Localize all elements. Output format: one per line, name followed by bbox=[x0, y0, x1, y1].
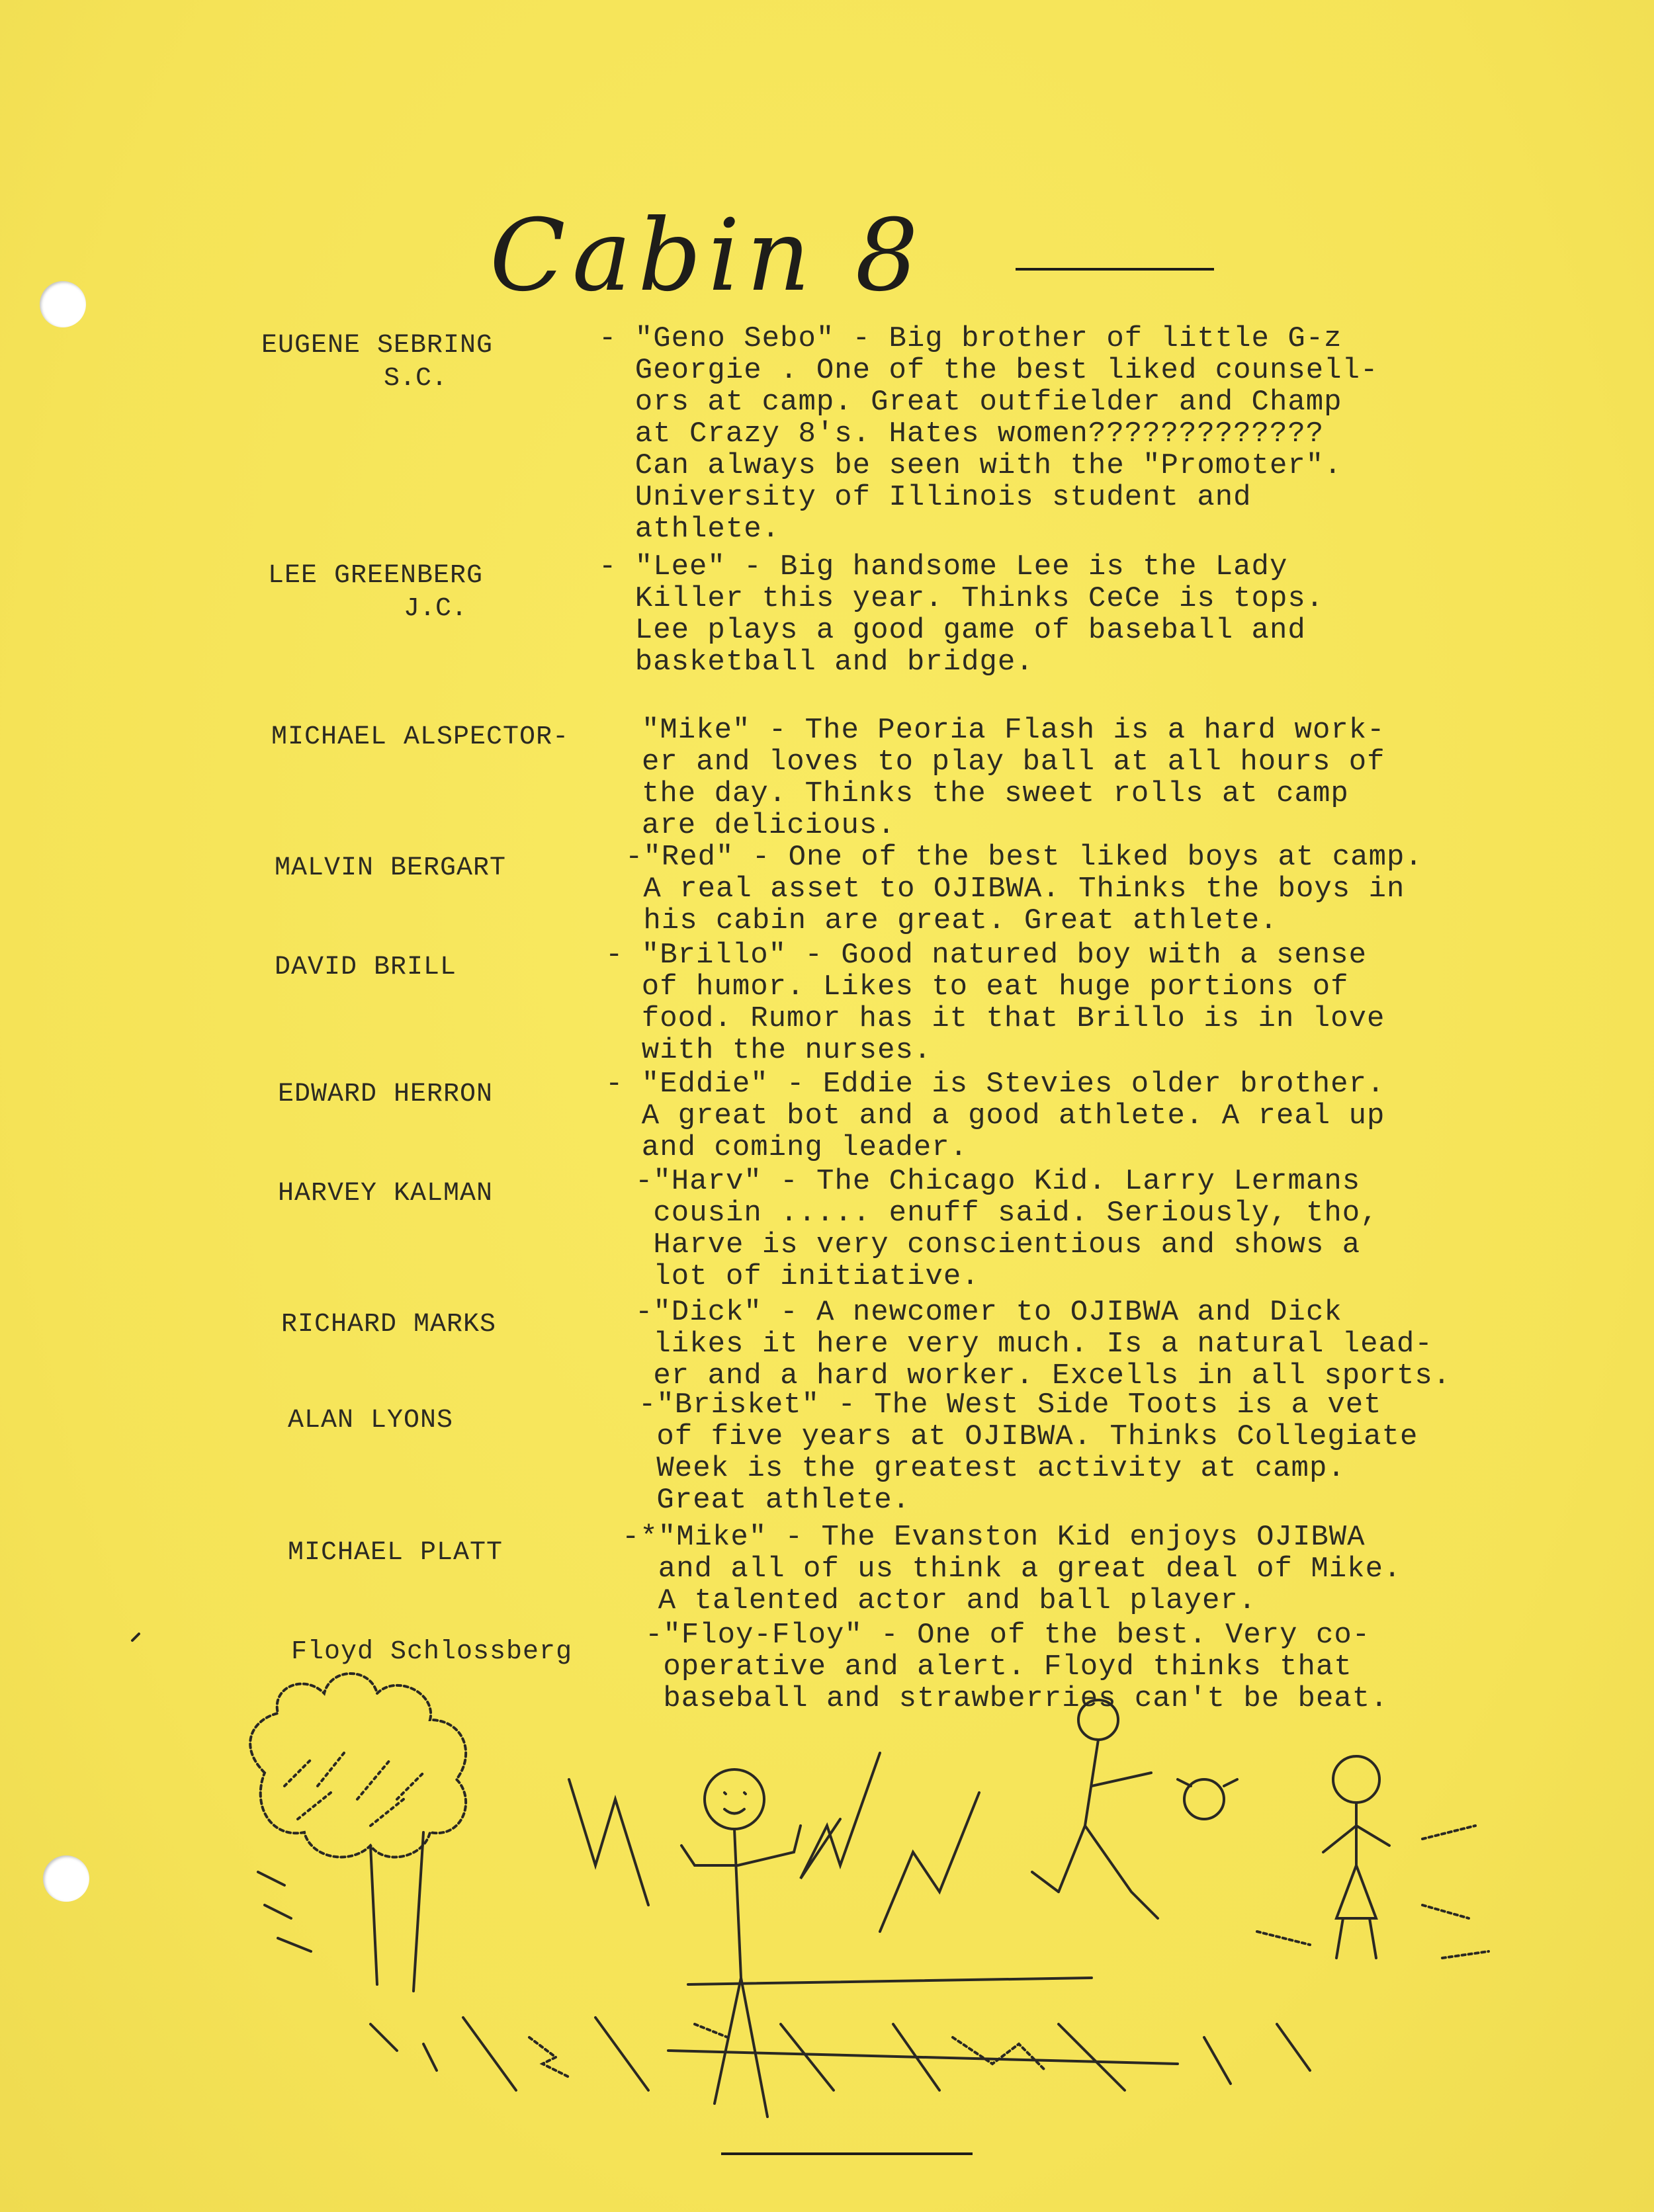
entry-name: EDWARD HERRON bbox=[278, 1080, 494, 1109]
entry-description: - "Lee" - Big handsome Lee is the Lady Killer this year. Thinks CeCe is tops. Lee plays a good game of baseball and basketball and bridge. bbox=[599, 550, 1325, 679]
entry-name: ALAN LYONS bbox=[288, 1406, 454, 1435]
entry-name: MALVIN BERGART bbox=[275, 853, 507, 883]
entry-name: EUGENE SEBRING bbox=[261, 331, 494, 361]
tree-drawing bbox=[250, 1674, 466, 1991]
ink-speck bbox=[132, 1634, 139, 1640]
entry-description: -"Red" - One of the best liked boys at camp. A real asset to OJIBWA. Thinks the boys in his cabin are great. Great athlete. bbox=[625, 841, 1423, 937]
entry-name: MICHAEL ALSPECTOR- bbox=[271, 722, 570, 752]
entry-role: S.C. bbox=[384, 364, 448, 394]
entry-description: -"Dick" - A newcomer to OJIBWA and Dick likes it here very much. Is a natural lead- er and a hard worker. Excells in all sports. bbox=[635, 1296, 1452, 1392]
zigzag-mark-left bbox=[569, 1779, 648, 1905]
entry-description: -*"Mike" - The Evanston Kid enjoys OJIBWA and all of us think a great deal of Mike. A talented actor and ball player. bbox=[622, 1521, 1402, 1617]
entry-description: - "Geno Sebo" - Big brother of little G-z Georgie . One of the best liked counsell- ors at camp. Great outfielder and Champ at Crazy 8's. Hates women????????????? Can always be seen with the "Promoter". University of Illinois student and athlete. bbox=[599, 322, 1379, 546]
entry-name: HARVEY KALMAN bbox=[278, 1179, 494, 1209]
entry-name: LEE GREENBERG bbox=[268, 561, 484, 591]
entry-description: - "Eddie" - Eddie is Stevies older brother. A great bot and a good athlete. A real up and coming leader. bbox=[605, 1068, 1385, 1164]
entry-description: -"Harv" - The Chicago Kid. Larry Lermans cousin ..... enuff said. Seriously, tho, Harve is very conscientious and shows a lot of initiative. bbox=[635, 1165, 1379, 1293]
entry-description: -"Brisket" - The West Side Toots is a vet of five years at OJIBWA. Thinks Collegiate Week is the greatest activity at camp. Great athlete. bbox=[638, 1388, 1418, 1517]
zigzag-mark-right bbox=[880, 1793, 979, 1932]
scribble-marks bbox=[529, 1826, 1489, 2077]
page-title: Cabin 8 bbox=[490, 198, 925, 314]
stick-figure-boy bbox=[681, 1769, 801, 2117]
stick-figure-girl bbox=[1323, 1756, 1389, 1958]
entry-role: J.C. bbox=[404, 594, 468, 624]
entry-name: DAVID BRILL bbox=[275, 953, 457, 982]
entry-name: RICHARD MARKS bbox=[281, 1310, 497, 1340]
stick-figure-player bbox=[1032, 1700, 1237, 1918]
entry-name: Floyd Schlossberg bbox=[291, 1637, 573, 1667]
zigzag-mark-center bbox=[801, 1753, 880, 1879]
bottom-rule bbox=[721, 2152, 973, 2155]
entry-name: MICHAEL PLATT bbox=[288, 1538, 503, 1568]
entry-description: - "Brillo" - Good natured boy with a sense of humor. Likes to eat huge portions of food. Rumor has it that Brillo is in love with the nurses. bbox=[605, 939, 1385, 1067]
entry-description: "Mike" - The Peoria Flash is a hard work- er and loves to play ball at all hours of the day. Thinks the sweet rolls at camp are delicious. bbox=[642, 714, 1385, 842]
entry-description: -"Floy-Floy" - One of the best. Very co- operative and alert. Floyd thinks that baseball and strawberries can't be beat. bbox=[645, 1619, 1389, 1715]
